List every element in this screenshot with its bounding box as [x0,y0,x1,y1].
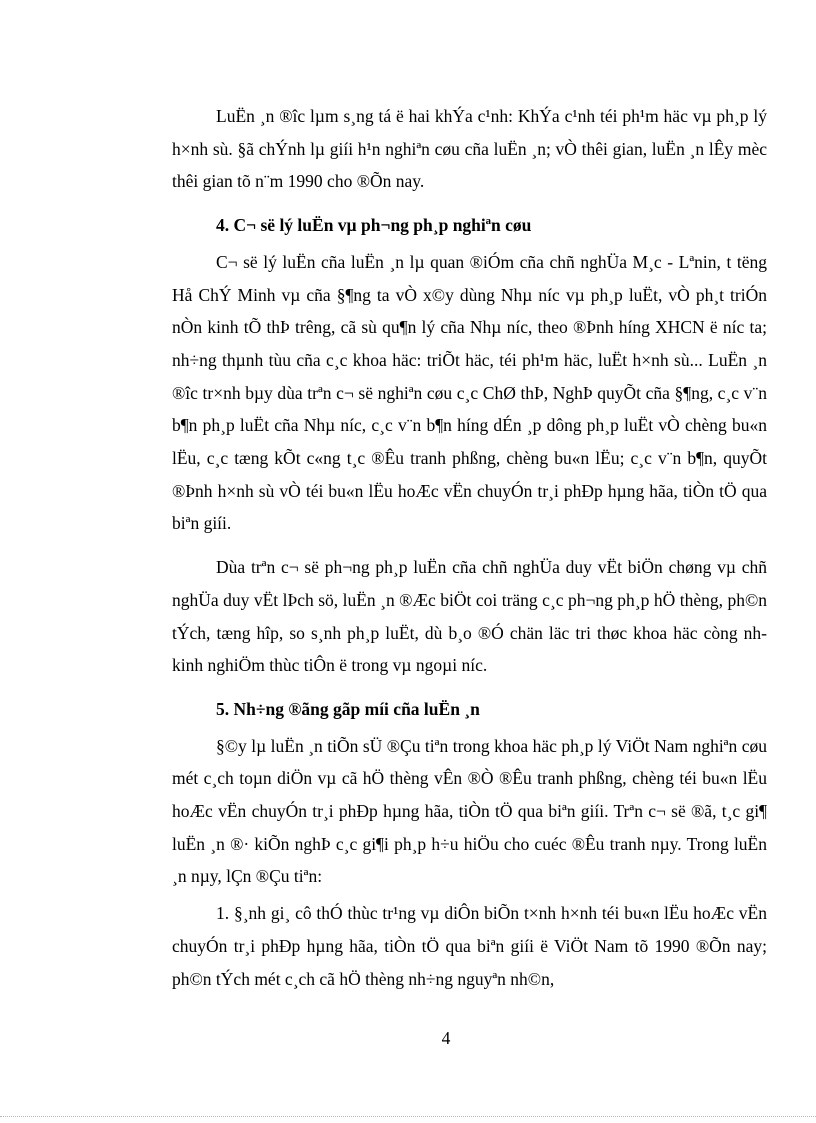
page-body [172,100,767,995]
page-bottom-divider [0,1116,816,1117]
paragraph-theoretical-basis: C¬ së lý luËn cña luËn ¸n lµ quan ®iÓm cña chñ nghÜa M¸c - Lªnin, t tëng Hå ChÝ Minh vµ cña §¶ng ta vÒ x©y dùng Nhµ níc vµ ph¸p luËt, vÒ ph¸t triÓn nÒn kinh tÕ thÞ trêng, cã sù qu¶n lý cña Nhµ níc, theo ®Þnh híng XHCN ë níc ta; nh÷ng thµnh tùu cña c¸c khoa häc: triÕt häc, téi ph¹m häc, luËt h×nh sù... LuËn ¸n ®îc tr×nh bµy dùa trªn c¬ së nghiªn cøu c¸c ChØ thÞ, NghÞ quyÕt cña §¶ng, c¸c v¨n b¶n ph¸p luËt cña Nhµ níc, c¸c v¨n b¶n híng dÉn ¸p dông ph¸p luËt vÒ chèng bu«n lËu, c¸c tæng kÕt c«ng t¸c ®Êu tranh phßng, chèng bu«n lËu; c¸c v¨n b¶n, quyÕt ®Þnh h×nh sù vÒ téi bu«n lËu hoÆc vËn chuyÓn tr¸i phÐp hµng hãa, tiÒn tÖ qua biªn giíi. [172,251,767,534]
section-4-heading: 4. C¬ së lý luËn vµ ph¬ng ph¸p nghiªn cøu [216,215,532,236]
paragraph-new-contributions: §©y lµ luËn ¸n tiÕn sÜ ®Çu tiªn trong khoa häc ph¸p lý ViÖt Nam nghiªn cøu mét c¸ch toµn diÖn vµ cã hÖ thèng vÊn ®Ò ®Êu tranh phßng, chèng téi bu«n lËu hoÆc vËn chuyÓn tr¸i phÐp hµng hãa, tiÒn tÖ qua biªn giíi. Trªn c¬ së ®ã, t¸c gi¶ luËn ¸n ®· kiÕn nghÞ c¸c gi¶i ph¸p h÷u hiÖu cho cuéc ®Êu tranh nµy. Trong luËn ¸n nµy, lÇn ®Çu tiªn: [172,735,767,887]
paragraph-methodology: Dùa trªn c¬ së ph¬ng ph¸p luËn cña chñ nghÜa duy vËt biÖn chøng vµ chñ nghÜa duy vËt lÞch sö, luËn ¸n ®Æc biÖt coi träng c¸c ph¬ng ph¸p hÖ thèng, ph©n tÝch, tæng hîp, so s¸nh ph¸p luËt, dù b¸o ®Ó chän läc tri thøc khoa häc còng nh kinh nghiÖm thùc tiÔn ë trong vµ ngoµi níc. [172,557,767,676]
paragraph-scope: LuËn ¸n ®îc lµm s¸ng tá ë hai khÝa c¹nh: KhÝa c¹nh téi ph¹m häc vµ ph¸p lý h×nh sù. §ã chÝnh lµ giíi h¹n nghiªn cøu cña luËn ¸n; vÒ thêi gian, luËn ¸n lÊy mèc thêi gian tõ n¨m 1990 cho ®Õn nay. [172,106,767,192]
section-5-heading: 5. Nh÷ng ®ãng gãp míi cña luËn ¸n [216,698,480,719]
page-number: 4 [441,1028,451,1048]
paragraph-contribution-1: 1. §¸nh gi¸ cô thÓ thùc tr¹ng vµ diÔn biÕn t×nh h×nh téi bu«n lËu hoÆc vËn chuyÓn tr¸i phÐp hµng hãa, tiÒn tÖ qua biªn giíi ë ViÖt Nam tõ 1990 ®Õn nay; ph©n tÝch mét c¸ch cã hÖ thèng nh÷ng nguyªn nh©n, [172,903,767,989]
